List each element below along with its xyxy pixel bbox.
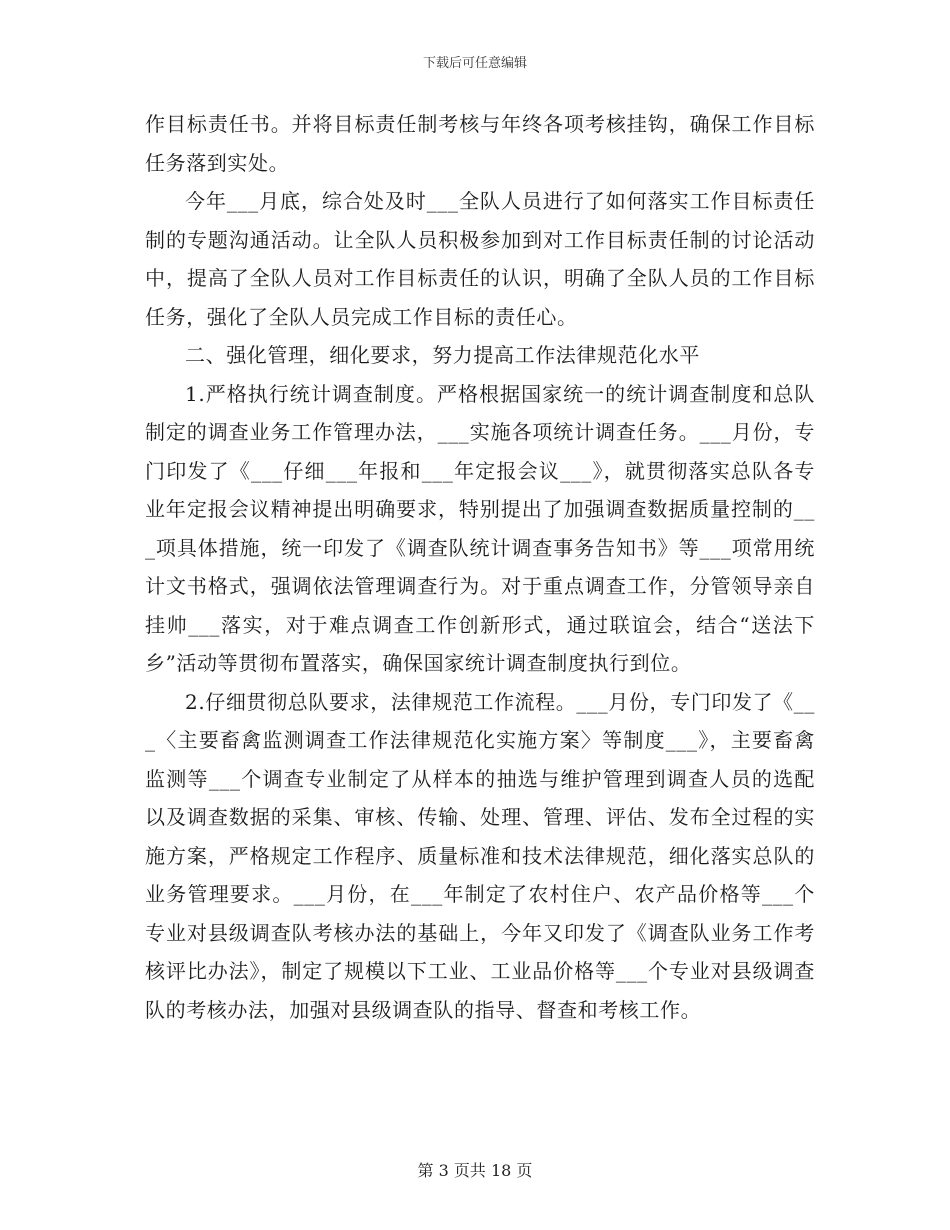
paragraph-survey-system: 1.严格执行统计调查制度。严格根据国家统一的统计调查制度和总队制定的调查业务工作管理办法，___实施各项统计调查任务。___月份，专门印发了《___仔细___年报和___年定报会议___》，就贯彻落实总队各专业年定报会议精神提出明确要求，特别提出了加强调查数据质量控制的___项具体措施，统一印发了《调查队统计调查事务告知书》等___项常用统计文书格式，强调依法管理调查行为。对于重点调查工作，分管领导亲自挂帅___落实，对于难点调查工作创新形式，通过联谊会，结合“送法下乡”活动等贯彻布置落实，确保国家统计调查制度执行到位。	[145, 381, 815, 675]
paragraph-communication-activity: 今年___月底，综合处及时___全队人员进行了如何落实工作目标责任制的专题沟通活动。让全队人员积极参加到对工作目标责任制的讨论活动中，提高了全队人员对工作目标责任的认识，明确了全队人员的工作目标任务，强化了全队人员完成工作目标的责任心。	[145, 189, 815, 329]
paragraph-workflow: 2.仔细贯彻总队要求，法律规范工作流程。___月份，专门印发了《___〈主要畜禽监测调查工作法律规范化实施方案〉等制度___》，主要畜禽监测等___个调查专业制定了从样本的抽选与维护管理到调查人员的选配以及调查数据的采集、审核、传输、处理、管理、评估、发布全过程的实施方案，严格规定工作程序、质量标准和技术法律规范，细化落实总队的业务管理要求。___月份，在___年制定了农村住户、农产品价格等___个专业对县级调查队考核办法的基础上，今年又印发了《调查队业务工作考核评比办法》，制定了规模以下工业、工业品价格等___个专业对县级调查队的考核办法，加强对县级调查队的指导、督查和考核工作。	[145, 689, 815, 1022]
page-footer: 第 3 页共 18 页	[417, 1161, 533, 1180]
document-body	[145, 105, 815, 1029]
page-header: 下载后可任意编辑	[422, 56, 527, 71]
section-heading-management: 二、强化管理，细化要求，努力提高工作法律规范化水平	[185, 343, 700, 367]
paragraph-continuation: 作目标责任书。并将目标责任制考核与年终各项考核挂钩，确保工作目标任务落到实处。	[145, 112, 815, 175]
